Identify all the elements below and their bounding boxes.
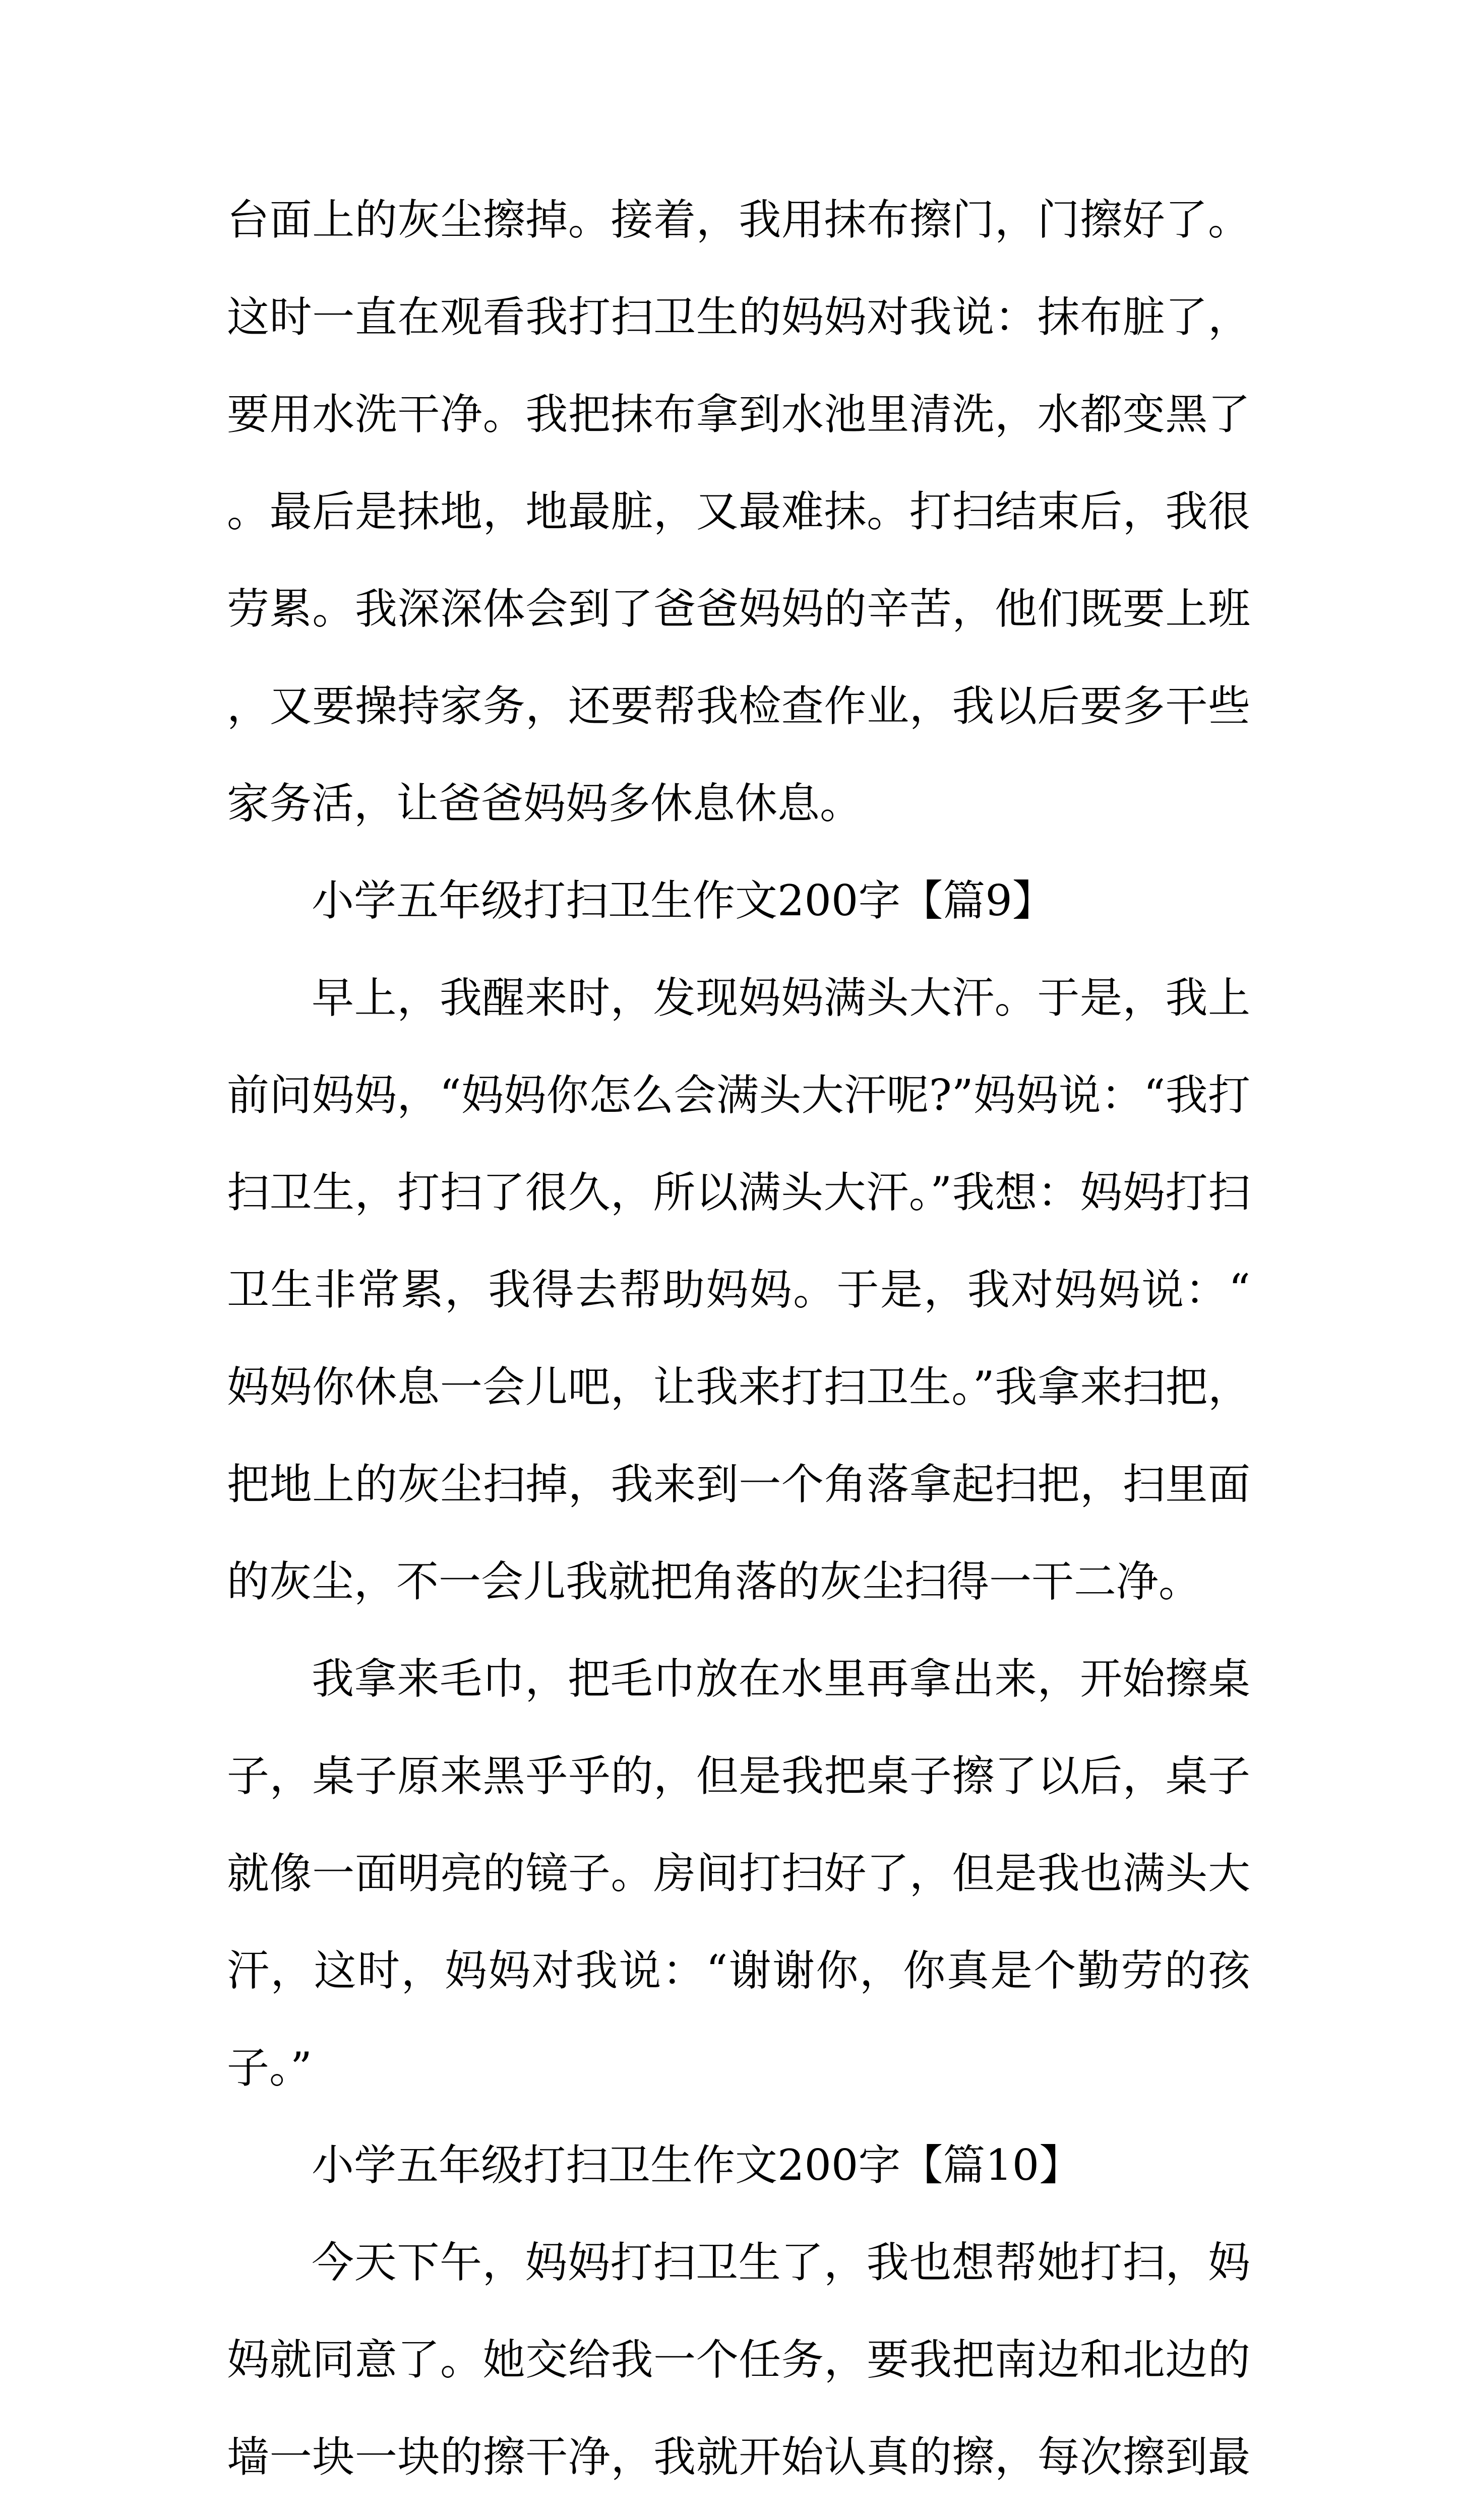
section-heading-9: 小学五年级打扫卫生作文200字【篇9】 (312, 876, 1055, 925)
paragraph: 今天下午，妈妈打扫卫生了，我也想帮她打扫，妈妈就同意了。她交给我一个任务，要我把南边和北边的墙一块一块的擦干净，我就开始认真的擦，每次擦到最 (227, 2238, 1250, 2482)
section-heading-10: 小学五年级打扫卫生作文200字【篇10】 (312, 2140, 1082, 2190)
document-body (227, 171, 1250, 2520)
paragraph-continuation: 台面上的灰尘擦掉。接着，我用抹布擦门，门擦好了。这时一直在观看我打扫卫生的妈妈对我说：抹布脏了，要用水洗干净。我把抹布拿到水池里清洗，水都变黑了。最后是抹地，地最脏，又最难抹。打扫结束后，我很劳累。我深深体会到了爸爸妈妈的辛苦，他们既要上班，又要操持家务，还要帮我检查作业，我以后要多干些家务活，让爸爸妈妈多休息休息。 (227, 195, 1250, 828)
paragraph: 早上，我醒来时，发现妈妈满头大汗。于是，我上前问妈妈，“妈妈你怎么会满头大汗呢?”妈妈说：“我打扫卫生，打扫了很久，所以满头大汗。”我想：妈妈打扫卫生非常累，我得去帮助妈妈。于是，我对妈妈说：“妈妈你休息一会儿吧，让我来打扫卫生。”我拿来扫把，把地上的灰尘扫掉，我来到一个角落拿起扫把，扫里面的灰尘，不一会儿我就把角落的灰尘扫得一干二净。 (227, 973, 1250, 1606)
paragraph: 我拿来毛巾，把毛巾放在水里再拿出来，开始擦桌子，桌子原来黑乎乎的，但是我把桌子擦了以后，桌子就像一面明亮的镜子。房间打扫好了，但是我也满头大汗，这时，妈妈对我说：“谢谢你，你真是个勤劳的孩子。” (227, 1654, 1250, 2093)
